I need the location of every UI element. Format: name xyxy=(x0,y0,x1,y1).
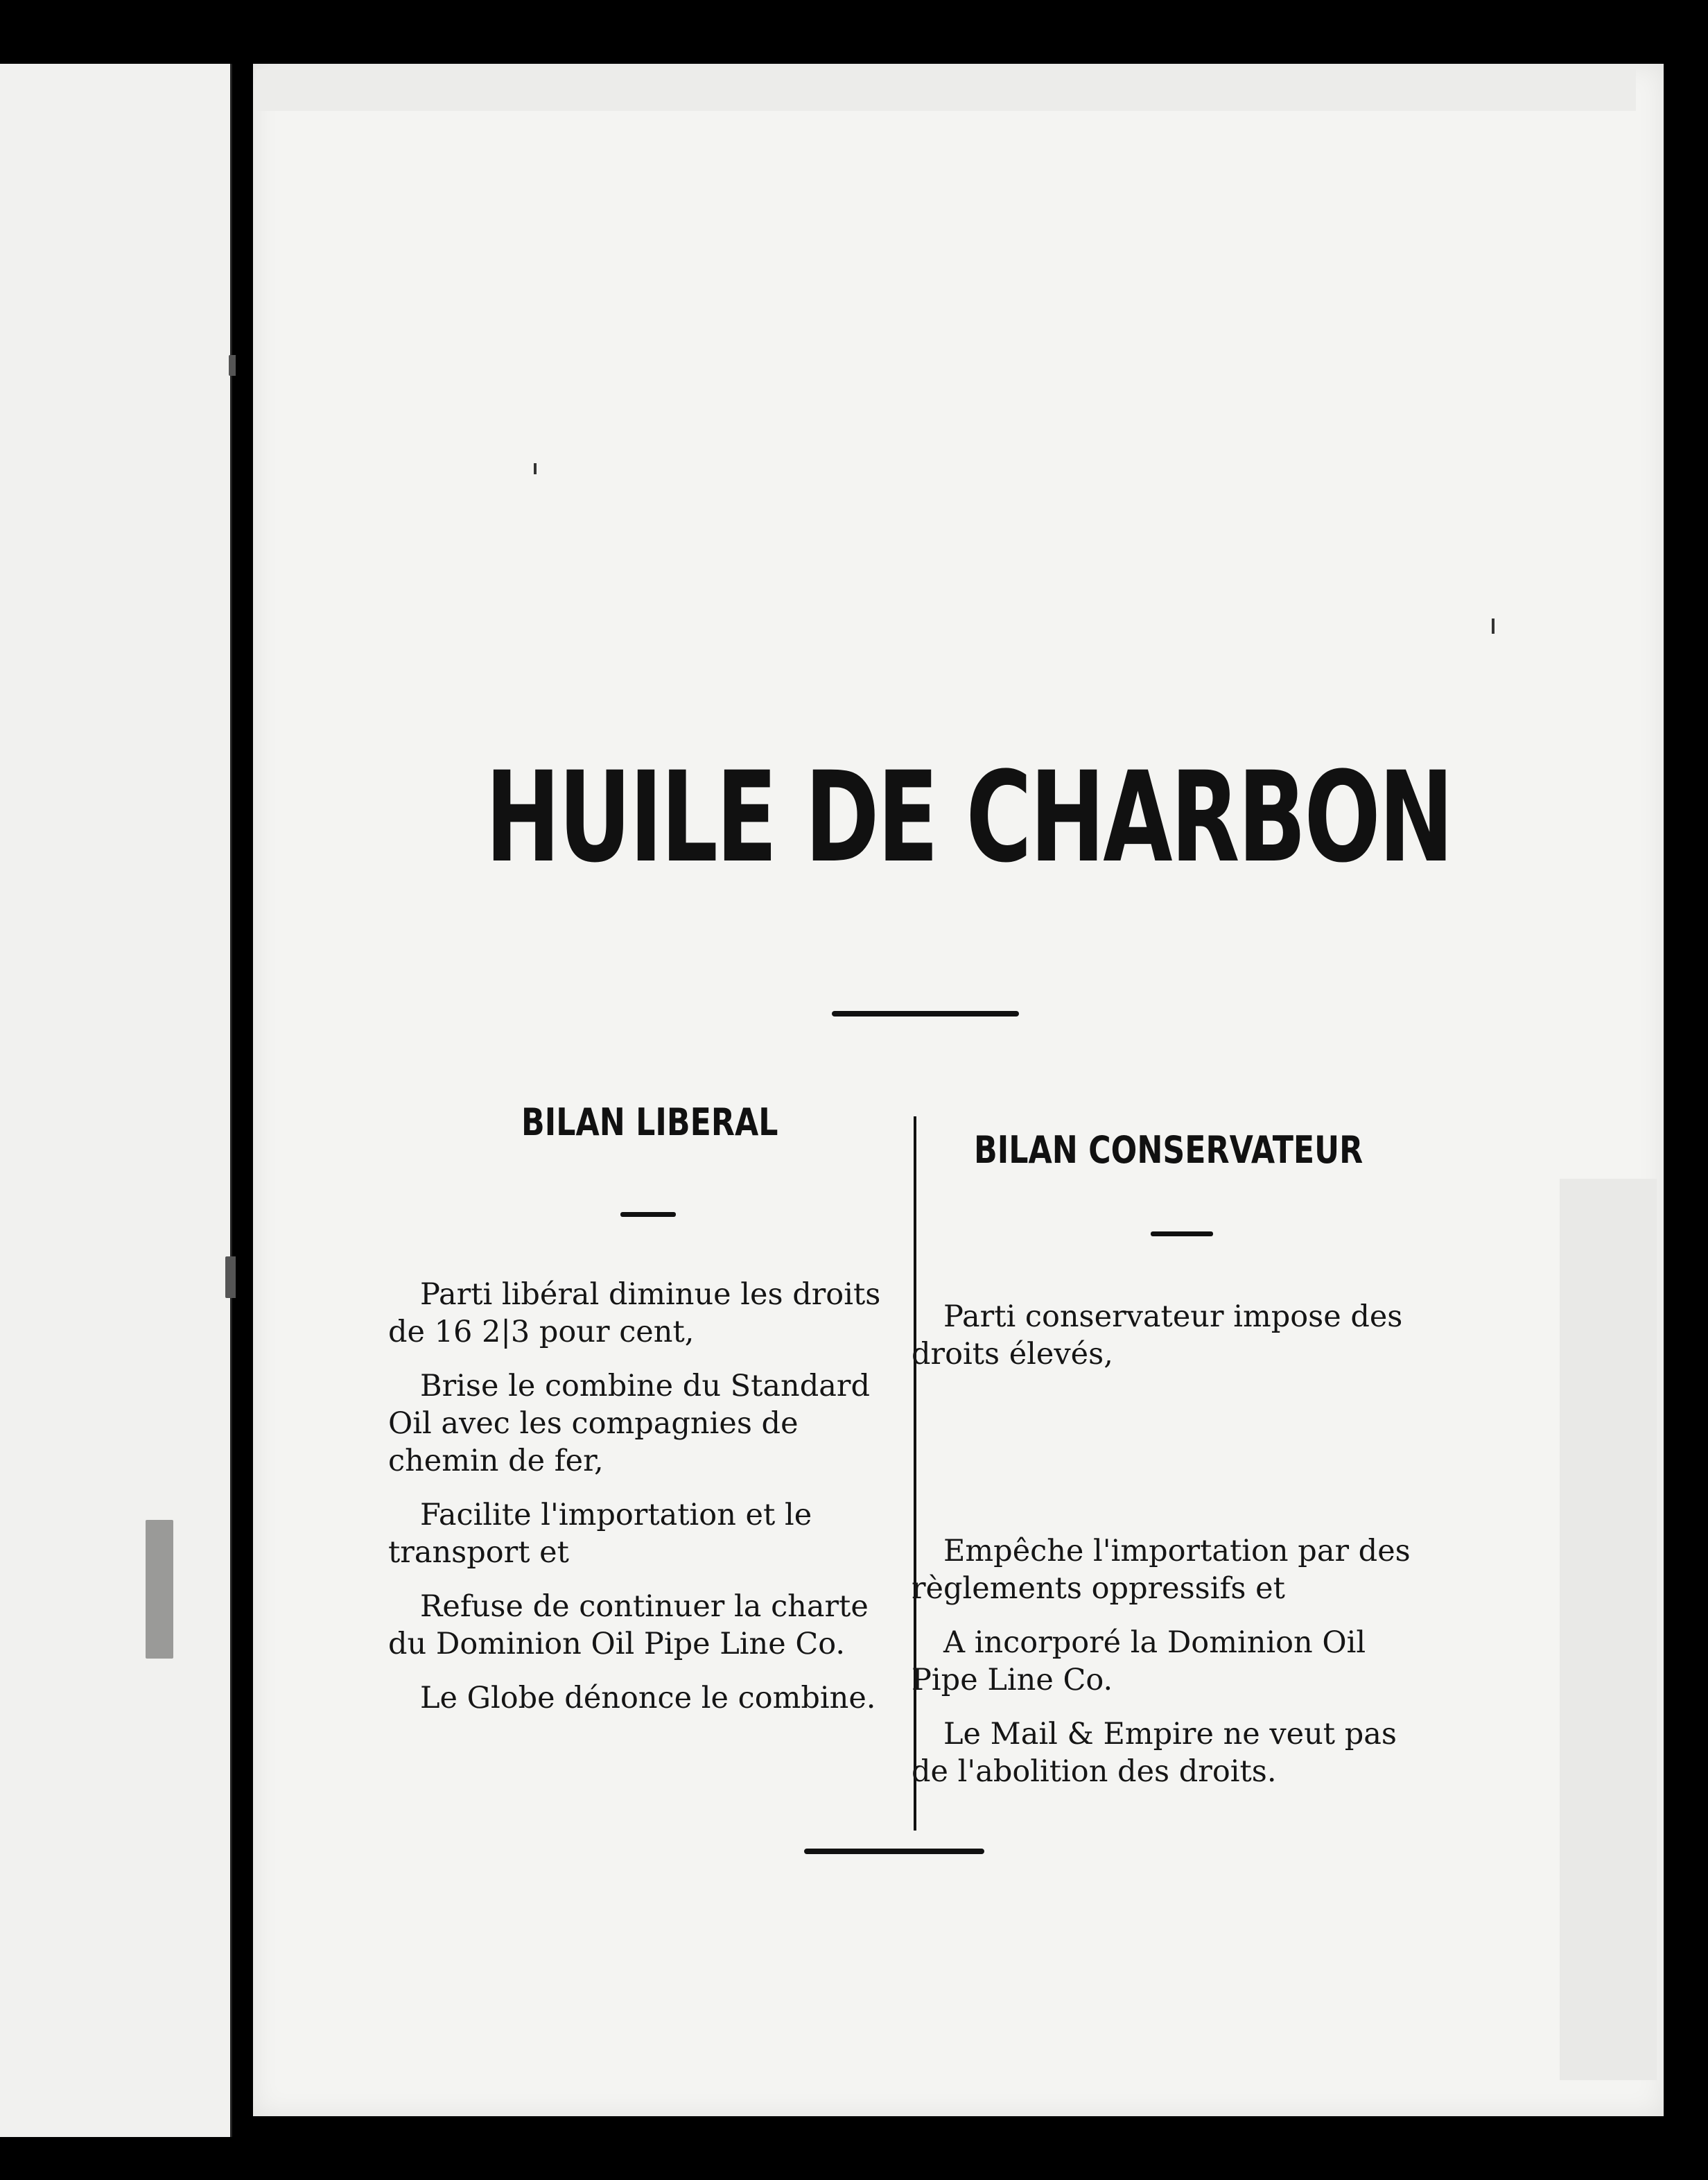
left-item-4: Refuse de continuer la charte du Dominion Oil Pipe Line Co. xyxy=(388,1589,869,1661)
edge-mark xyxy=(1492,618,1494,634)
left-facing-page xyxy=(0,64,232,2137)
book-binding xyxy=(236,49,250,2136)
left-item-5: Le Globe dénonce le combine. xyxy=(420,1681,876,1715)
left-heading-rule xyxy=(620,1212,676,1217)
left-column-heading: BILAN LIBERAL xyxy=(521,1100,778,1144)
left-item-2: Brise le combine du Standard Oil avec les compagnies de chemin de fer, xyxy=(388,1369,870,1478)
page-right-edge xyxy=(1560,1179,1657,2080)
page-top-edge xyxy=(256,69,1636,111)
left-column-text xyxy=(388,1276,901,1717)
left-item-3: Facilite l'importation et le transport et xyxy=(388,1498,812,1570)
right-heading-rule xyxy=(1151,1231,1213,1236)
bottom-divider xyxy=(804,1849,984,1854)
edge-mark xyxy=(534,463,537,474)
document-page xyxy=(253,64,1664,2116)
right-column-heading: BILAN CONSERVATEUR xyxy=(974,1128,1363,1172)
right-item-2: Empêche l'importation par des règlements oppressifs et xyxy=(912,1534,1411,1606)
right-item-4: Le Mail & Empire ne veut pas de l'abolition des droits. xyxy=(912,1717,1397,1789)
left-item-1: Parti libéral diminue les droits de 16 2|3 pour cent, xyxy=(388,1277,881,1349)
right-item-1: Parti conservateur impose des droits élevés, xyxy=(912,1299,1403,1372)
page-speckle xyxy=(146,1520,173,1659)
title-divider xyxy=(832,1011,1019,1017)
right-item-3: A incorporé la Dominion Oil Pipe Line Co. xyxy=(912,1625,1366,1697)
right-column-text xyxy=(912,1298,1438,1790)
document-title: HUILE DE CHARBON xyxy=(485,745,1452,890)
